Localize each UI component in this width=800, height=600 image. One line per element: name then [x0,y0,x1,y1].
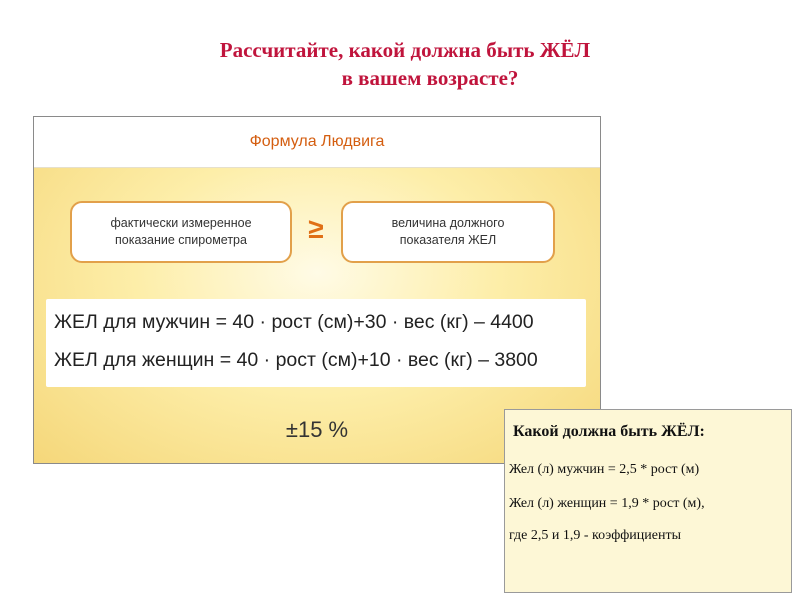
formula-women: ЖЕЛ для женщин = 40 · рост (см)+10 · вес (кг) – 3800 [54,349,538,371]
formula-men: ЖЕЛ для мужчин = 40 · рост (см)+30 · вес (кг) – 4400 [54,311,534,333]
measured-value-line-2: показание спирометра [115,233,247,247]
title-line-2: в вашем возрасте? [341,66,519,90]
note-line-women: Жел (л) женщин = 1,9 * рост (м), [509,496,705,511]
page-title [0,36,800,92]
note-title: Какой должна быть ЖЁЛ: [513,423,705,440]
expected-value-line-2: показателя ЖЕЛ [399,233,497,247]
note-line-men: Жел (л) мужчин = 2,5 * рост (м) [509,462,700,477]
expected-value-line-1: величина должного [391,216,505,230]
note-line-coefficients: где 2,5 и 1,9 - коэффициенты [509,528,681,543]
note-box [504,409,792,593]
formula-box [46,299,586,387]
measured-value-line-1: фактически измеренное [110,216,252,230]
title-line-1: Рассчитайте, какой должна быть ЖЁЛ [219,38,591,62]
slide-header: Формула Людвига [34,117,600,168]
expected-value-box [341,201,555,263]
measured-value-box [70,201,292,263]
tolerance-label: ±15 % [285,417,349,442]
greater-or-equal-symbol: ≥ [308,213,324,244]
